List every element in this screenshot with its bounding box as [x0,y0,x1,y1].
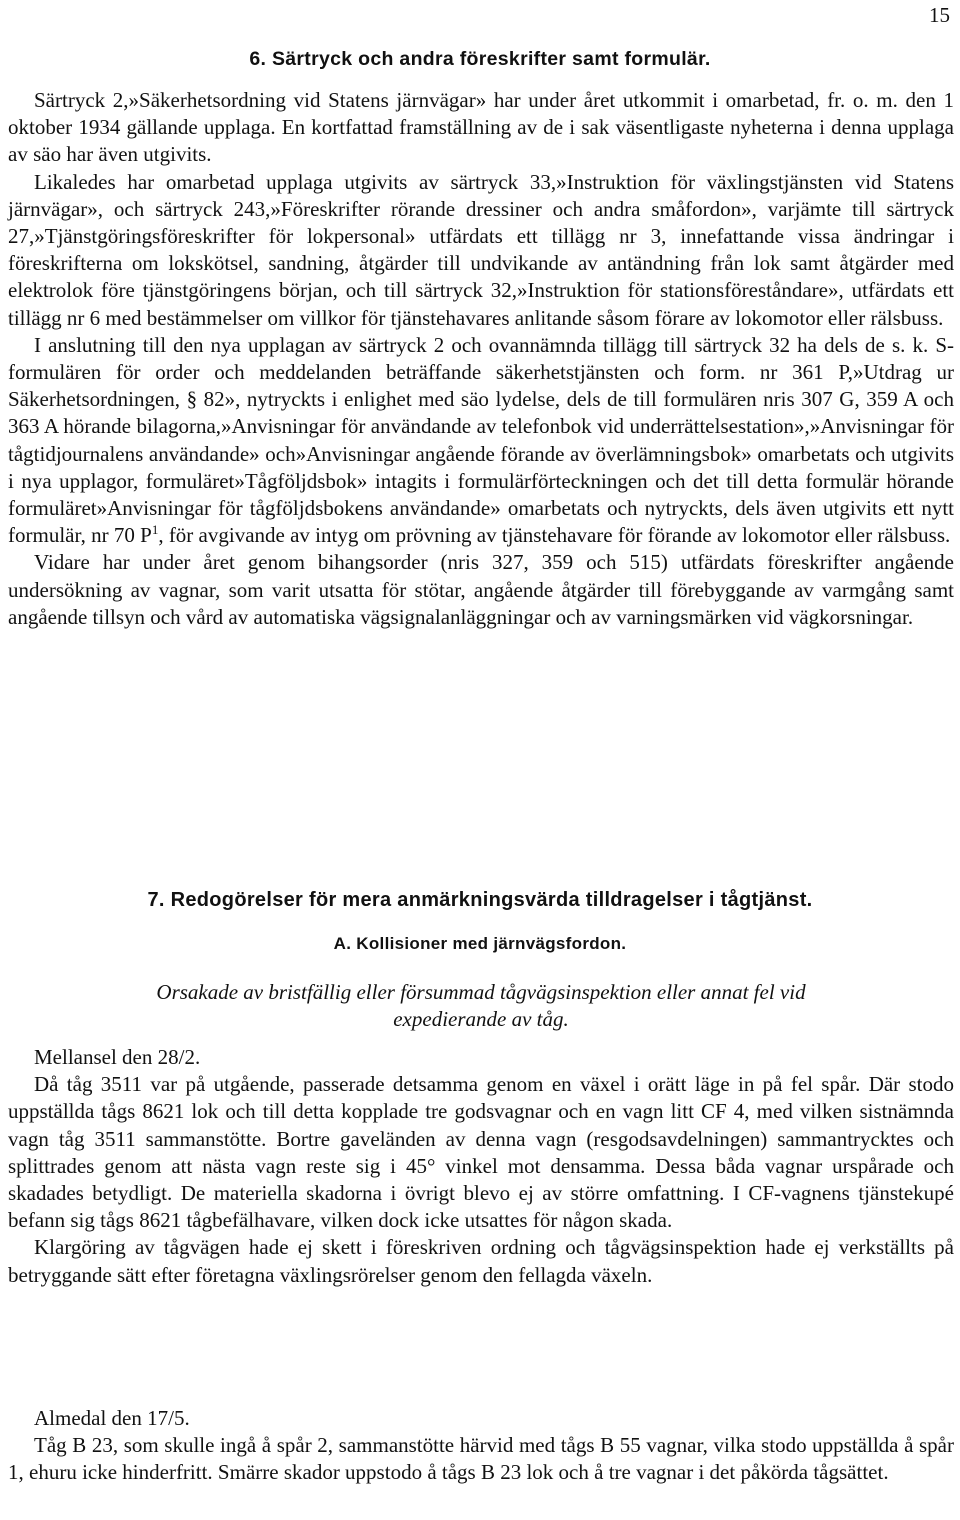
page-number: 15 [929,3,950,27]
place-date: Mellansel den 28/2. [34,1045,201,1069]
superscript: 1 [151,522,159,538]
paragraph-text: I anslutning till den nya upplagan av särtryck 2 och ovannämnda tillägg till särtryck 32 ha dels de s. k. S-formulären för order och meddelanden beträffande säkerhetstjänsten och form. nr 361 P,»Utdrag ur Säkerhetsordningen, § 82», nytryckts i enlighet med säo lydelse, dels de till formulären nris 307 G, 359 A och 363 A hörande bilagorna,»Anvisningar för användande av telefonbok vid underrättelsestation»,»Anvisningar för tågtidjournalens användande» och»Anvisningar angående förande av överlämningsbok» omarbetats och utgivits i nya upplagor, formuläret»Tågföljdsbok» intagits i formulärförteckningen och det till detta formulär hörande formuläret»Anvisningar för tågföljdsbokens användande» omarbetats och nytryckts, dels även utgivits ett nytt formulär, nr 70 P [8,332,954,548]
paragraph: Vidare har under året genom bihangsorder (nris 327, 359 och 515) utfärdats föreskrifter angående undersökning av vagnar, som varit utsatta för stötar, angående åtgärder till förebyggande av varmgång samt angående tillsyn och vård av automatiska vägsignalanläggningar och av varningsmärken vid vägkorsningar. [8,550,954,629]
mellansel-report [8,1044,954,1289]
section-6-body [8,87,954,631]
paragraph: Då tåg 3511 var på utgående, passerade detsamma genom en växel i orätt läge in på fel spår. Där stodo uppställda tågs 8621 lok och till detta kopplade tre godsvagnar och en vagn litt CF 4, med vilken sistnämnda vagn tåg 3511 sammanstötte. Bortre gaveländen av denna vagn (resgodsavdelningen) sammantrycktes och splittrades genom att nästa vagn reste sig i 45° vinkel mot densamma. Dessa båda vagnar urspårade och skadades betydligt. De materiella skadorna i övrigt blevo ej av större omfattning. I CF-vagnens tjänstekupé befann sig tågs 8621 tågbefälhavare, vilken dock icke utsattes för någon skada. [8,1072,954,1233]
section-7-heading: 7. Redogörelser för mera anmärkningsvärda tilldragelser i tågtjänst. [147,889,813,911]
paragraph-tail: , för avgivande av intyg om prövning av tjänstehavare för förande av lokomotor eller rälsbuss. [158,523,951,548]
almedal-report [8,1405,954,1487]
paragraph: Särtryck 2,»Säkerhetsordning vid Statens järnvägar» har under året utkommit i omarbetad, fr. o. m. den 1 oktober 1934 gällande upplaga. En kortfattad framställning av de i sak väsentligaste nyheterna i denna upplaga av säo har även utgivits. [8,88,954,167]
italic-line-1: Orsakade av bristfällig eller försummad tågvägsinspektion eller annat fel vid [156,980,806,1004]
place-date: Almedal den 17/5. [34,1406,190,1430]
paragraph: Tåg B 23, som skulle ingå å spår 2, sammanstötte härvid med tågs B 55 vagnar, vilka stodo uppställda å spår 1, ehuru icke hinderfritt. Smärre skador uppstodo å tågs B 23 lok och å tre vagnar i det påkörda tågsättet. [8,1433,954,1485]
subsection-a-heading: A. Kollisioner med järnvägsfordon. [333,934,627,953]
italic-subheading [8,979,954,1033]
paragraph [8,332,954,550]
paragraph: Likaledes har omarbetad upplaga utgivits av särtryck 33,»Instruktion för växlingstjänsten vid Statens järnvägar», och särtryck 243,»Föreskrifter rörande dressiner och andra småfordon», varjämte till särtryck 27,»Tjänstgöringsföreskrifter för lokpersonal» utfärdats ett tillägg nr 3, innefattande vissa ändringar i föreskrifterna om lokskötsel, sandning, åtgärder till undvikande av antändning från lok samt åtgärder med elektrolok före tjänstgöringens början, och till särtryck 32,»Instruktion för stationsföreståndare», utfärdats ett tillägg nr 6 med bestämmelser om villkor för tjänstehavares anlitande såsom förare av lokomotor eller rälsbuss. [8,169,954,330]
section-6-heading: 6. Särtryck och andra föreskrifter samt formulär. [249,48,711,70]
paragraph: Klargöring av tågvägen hade ej skett i föreskriven ordning och tågvägsinspektion hade ej verkställts på betryggande sätt efter företagna växlingsrörelser genom den fellagda växeln. [8,1235,954,1287]
italic-line-2: expedierande av tåg. [393,1007,569,1031]
